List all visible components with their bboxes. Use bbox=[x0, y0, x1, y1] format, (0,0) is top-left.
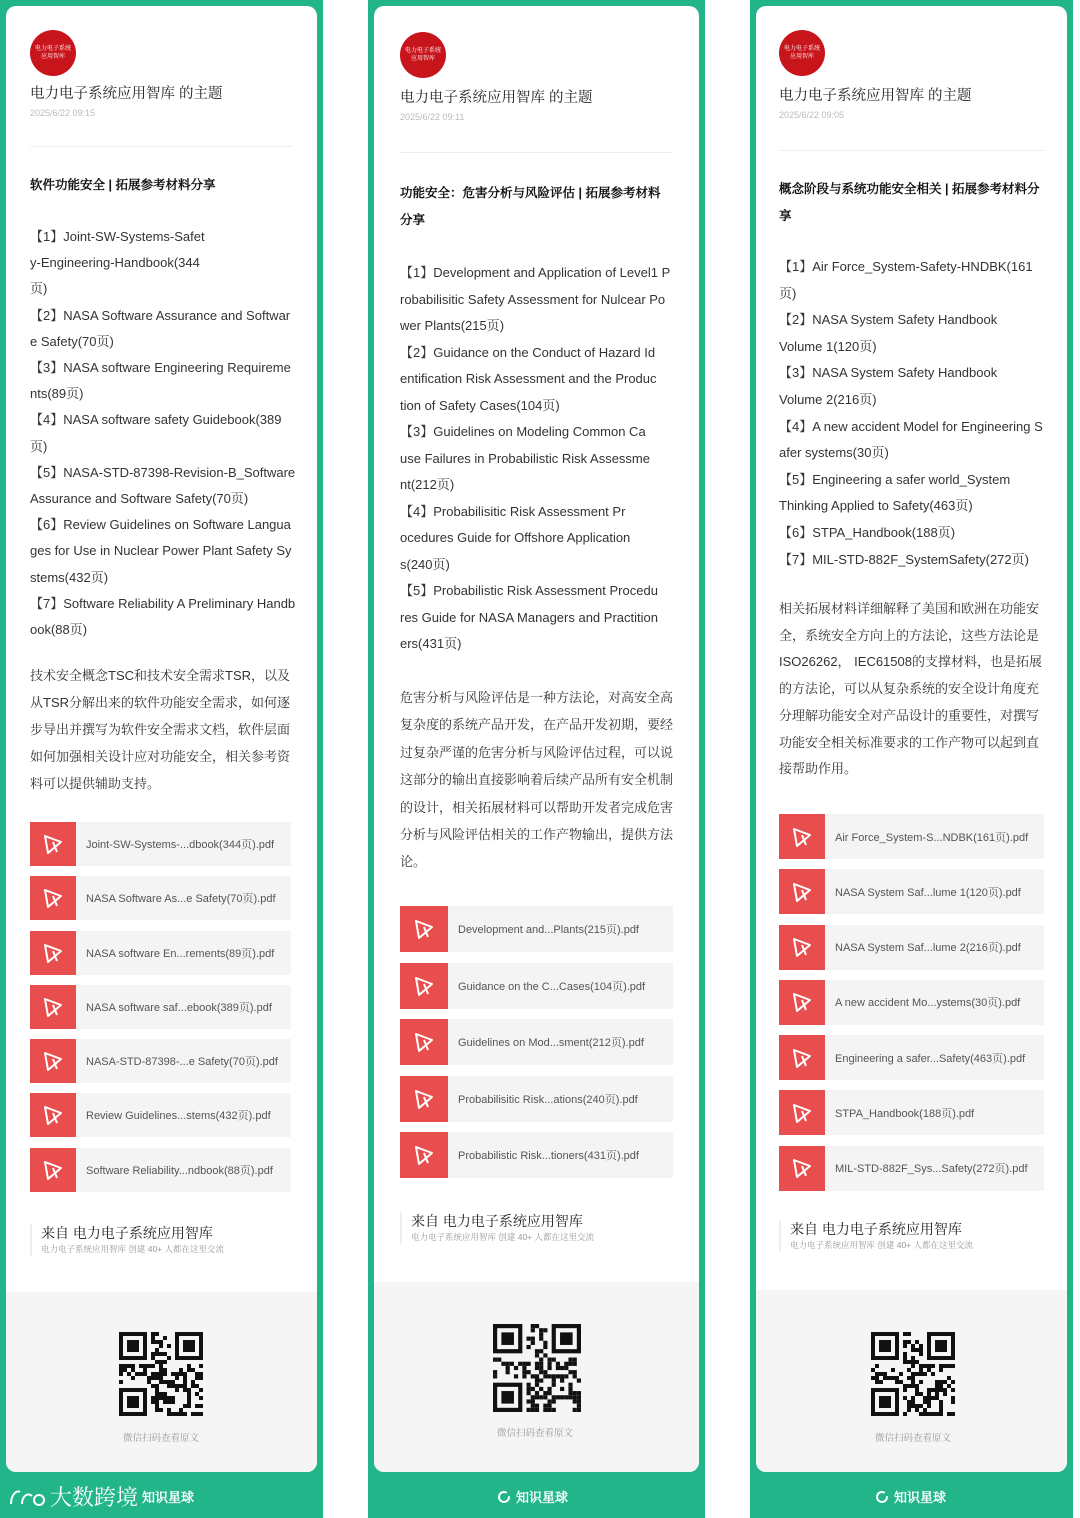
brand-text: 知识星球 bbox=[894, 1490, 947, 1505]
pdf-icon bbox=[30, 931, 76, 975]
file-name: Development and...Plants(215页).pdf bbox=[458, 924, 639, 936]
pdf-attachment[interactable] bbox=[30, 876, 291, 920]
file-name: Guidance on the C...Cases(104页).pdf bbox=[458, 980, 646, 993]
section-title: 概念阶段与系统功能安全相关 | 拓展参考材料分享 bbox=[779, 182, 1040, 223]
section-title: 软件功能安全 | 拓展参考材料分享 bbox=[30, 178, 216, 192]
card-title: 电力电子系统应用智库 的主题 bbox=[779, 88, 972, 104]
file-name: NASA software saf...ebook(389页).pdf bbox=[86, 1001, 272, 1014]
source-block[interactable] bbox=[30, 1224, 224, 1256]
reference-item: 【2】NASA Software Assurance and Software Safety(70页) bbox=[30, 307, 291, 349]
watermark-text: 大数跨境 bbox=[50, 1485, 139, 1510]
file-name: NASA-STD-87398-...e Safety(70页).pdf bbox=[86, 1056, 278, 1069]
attachment-list bbox=[779, 814, 1044, 1201]
pdf-attachment[interactable] bbox=[30, 1148, 291, 1192]
source-subtitle: 电力电子系统应用智库 创建 40+ 人都在这里交流 bbox=[790, 1240, 974, 1250]
pdf-attachment[interactable] bbox=[30, 1093, 291, 1137]
pdf-attachment[interactable] bbox=[30, 1039, 291, 1083]
file-name: MIL-STD-882F_Sys...Safety(272页).pdf bbox=[835, 1163, 1028, 1176]
source-block[interactable] bbox=[779, 1220, 973, 1252]
brand-text: 知识星球 bbox=[516, 1490, 569, 1505]
source-subtitle: 电力电子系统应用智库 创建 40+ 人都在这里交流 bbox=[411, 1232, 595, 1242]
planet-icon bbox=[496, 1489, 512, 1505]
card-title: 电力电子系统应用智库 的主题 bbox=[400, 90, 593, 106]
qr-code[interactable] bbox=[493, 1324, 581, 1412]
qr-section bbox=[756, 1290, 1067, 1472]
source-title: 来自 电力电子系统应用智库 bbox=[790, 1221, 962, 1237]
source-subtitle: 电力电子系统应用智库 创建 40+ 人都在这里交流 bbox=[41, 1244, 225, 1254]
post-card-1 bbox=[6, 6, 317, 1472]
post-column-2 bbox=[368, 0, 705, 1518]
pdf-icon bbox=[30, 1093, 76, 1137]
avatar[interactable]: 电力电子系统应用智库 bbox=[30, 30, 76, 76]
planet-icon bbox=[874, 1489, 890, 1505]
post-column-3 bbox=[750, 0, 1073, 1518]
attachment-list bbox=[30, 822, 291, 1202]
file-name: Air Force_System-S...NDBK(161页).pdf bbox=[835, 831, 1029, 844]
file-name: A new accident Mo...ystems(30页).pdf bbox=[835, 997, 1021, 1010]
file-name: Probabilisitic Risk...ations(240页).pdf bbox=[458, 1093, 638, 1106]
pdf-icon bbox=[30, 985, 76, 1029]
pdf-icon bbox=[400, 1132, 448, 1178]
pdf-icon bbox=[400, 963, 448, 1009]
scan-hint: 微信扫码查看原文 bbox=[123, 1433, 200, 1444]
file-name: Probabilistic Risk...tioners(431页).pdf bbox=[458, 1150, 639, 1162]
description-paragraph: 相关拓展材料详细解释了美国和欧洲在功能安全，系统安全方向上的方法论，这些方法论是ISO26262， IEC61508的支撑材料，也是拓展的方法论，可以从复杂系统的安全设计角度充分理解功能安全对产品设计的重要性，对撰写功能安全相关标准要求的工作产物可以起到直接帮助作用。 bbox=[779, 601, 1042, 777]
pdf-attachment[interactable] bbox=[30, 931, 291, 975]
reference-item: 【3】NASA System Safety Handbook Volume 2(216页) bbox=[779, 365, 998, 407]
reference-item: 【5】Probabilistic Risk Assessment Procedures Guide for NASA Managers and Practitioners(431页) bbox=[400, 583, 658, 651]
brand-footer bbox=[874, 1487, 946, 1506]
file-name: Engineering a safer...Safety(463页).pdf bbox=[835, 1052, 1026, 1065]
divider bbox=[779, 150, 1044, 151]
reference-list bbox=[30, 224, 296, 643]
reference-item: 【3】Guidelines on Modeling Common Cause Failures in Probabilistic Risk Assessment(212页) bbox=[400, 424, 650, 492]
card-title: 电力电子系统应用智库 的主题 bbox=[30, 86, 223, 102]
pdf-attachment[interactable] bbox=[400, 1019, 673, 1065]
reference-item: 【5】NASA-STD-87398-Revision-B_Software Assurance and Software Safety(70页) bbox=[30, 464, 296, 507]
pdf-attachment[interactable] bbox=[400, 963, 673, 1009]
pdf-attachment[interactable] bbox=[779, 1090, 1044, 1135]
file-name: Software Reliability...ndbook(88页).pdf bbox=[86, 1164, 273, 1177]
reference-item: 【7】Software Reliability A Preliminary Handbook(88页) bbox=[30, 595, 296, 638]
pdf-icon bbox=[400, 1076, 448, 1122]
scan-hint: 微信扫码查看原文 bbox=[875, 1433, 952, 1444]
post-date: 2025/6/22 09:11 bbox=[400, 112, 465, 122]
reference-item: 【5】Engineering a safer world_System Thinking Applied to Safety(463页) bbox=[779, 471, 1011, 514]
qr-section bbox=[374, 1282, 699, 1472]
pdf-icon bbox=[779, 1146, 825, 1191]
pdf-attachment[interactable] bbox=[30, 985, 291, 1029]
avatar[interactable]: 电力电子系统应用智库 bbox=[779, 30, 825, 76]
pdf-attachment[interactable] bbox=[779, 1035, 1044, 1080]
pdf-icon bbox=[30, 1039, 76, 1083]
pdf-icon bbox=[30, 1148, 76, 1192]
pdf-icon bbox=[400, 1019, 448, 1065]
file-name: NASA System Saf...lume 1(120页).pdf bbox=[835, 886, 1021, 899]
scan-hint: 微信扫码查看原文 bbox=[497, 1428, 574, 1439]
brand-text: 知识星球 bbox=[142, 1490, 195, 1505]
divider bbox=[400, 152, 673, 153]
source-title: 来自 电力电子系统应用智库 bbox=[411, 1213, 583, 1229]
pdf-attachment[interactable] bbox=[779, 925, 1044, 970]
reference-item: 【1】Air Force_System-Safety-HNDBK(161页) bbox=[779, 259, 1033, 301]
reference-item: 【4】Probabilisitic Risk Assessment Procedures Guide for Offshore Applications(240页) bbox=[400, 503, 631, 572]
file-name: Review Guidelines...stems(432页).pdf bbox=[86, 1110, 271, 1123]
file-name: STPA_Handbook(188页).pdf bbox=[835, 1107, 975, 1120]
reference-item: 【3】NASA software Engineering Requirements(89页) bbox=[30, 360, 291, 402]
reference-item: 【1】Joint-SW-Systems-Safety-Engineering-Handbook(344页) bbox=[30, 229, 205, 297]
pdf-attachment[interactable] bbox=[400, 906, 673, 952]
pdf-icon bbox=[400, 906, 448, 952]
reference-item: 【1】Development and Application of Level1 Probabilisitic Safety Assessment for Nulcear Power Plants(215页) bbox=[400, 265, 671, 333]
reference-item: 【6】Review Guidelines on Software Languages for Use in Nuclear Power Plant Safety Systems(432页) bbox=[30, 517, 292, 585]
pdf-icon bbox=[779, 869, 825, 914]
pdf-icon bbox=[30, 876, 76, 920]
post-card-2 bbox=[374, 6, 699, 1472]
qr-code[interactable] bbox=[119, 1332, 203, 1416]
file-name: NASA software En...rements(89页).pdf bbox=[86, 947, 275, 960]
qr-section bbox=[6, 1292, 317, 1472]
pdf-icon bbox=[779, 1090, 825, 1135]
reference-item: 【2】Guidance on the Conduct of Hazard Identification Risk Assessment and the Production of Safety Cases(104页) bbox=[400, 344, 657, 413]
pdf-attachment[interactable] bbox=[779, 869, 1044, 914]
post-date: 2025/6/22 09:05 bbox=[779, 110, 845, 120]
description-paragraph: 危害分析与风险评估是一种方法论，对高安全高复杂度的系统产品开发，在产品开发初期，要经过复杂严谨的危害分析与风险评估过程，可以说这部分的输出直接影响着后续产品所有安全机制的设计，相关拓展材料可以帮助开发者完成危害分析与风险评估相关的工作产物输出，提供方法论。 bbox=[400, 690, 674, 870]
pdf-attachment[interactable] bbox=[779, 980, 1044, 1025]
pdf-attachment[interactable] bbox=[30, 822, 291, 866]
attachment-list bbox=[400, 906, 673, 1189]
pdf-icon bbox=[779, 980, 825, 1025]
reference-item: 【4】NASA software safety Guidebook(389页) bbox=[30, 412, 282, 454]
source-title: 来自 电力电子系统应用智库 bbox=[41, 1225, 213, 1241]
pdf-icon bbox=[30, 822, 76, 866]
file-name: Joint-SW-Systems-...dbook(344页).pdf bbox=[86, 839, 275, 851]
pdf-icon bbox=[779, 814, 825, 859]
pdf-icon bbox=[779, 1035, 825, 1080]
reference-item: 【7】MIL-STD-882F_SystemSafety(272页) bbox=[779, 551, 1029, 567]
qr-code[interactable] bbox=[871, 1332, 955, 1416]
file-name: NASA Software As...e Safety(70页).pdf bbox=[86, 893, 276, 906]
reference-item: 【2】NASA System Safety Handbook Volume 1(120页) bbox=[779, 312, 998, 354]
source-block[interactable] bbox=[400, 1212, 594, 1244]
watermark-logo bbox=[8, 1481, 194, 1512]
avatar[interactable]: 电力电子系统应用智库 bbox=[400, 32, 446, 78]
reference-item: 【6】STPA_Handbook(188页) bbox=[779, 524, 956, 540]
reference-list bbox=[400, 260, 672, 658]
reference-item: 【4】A new accident Model for Engineering Safer systems(30页) bbox=[779, 418, 1043, 461]
watermark-icon bbox=[8, 1486, 48, 1508]
pdf-attachment[interactable] bbox=[779, 1146, 1044, 1191]
section-title: 功能安全：危害分析与风险评估 | 拓展参考材料分享 bbox=[400, 186, 661, 227]
pdf-attachment[interactable] bbox=[400, 1076, 673, 1122]
post-date: 2025/6/22 09:15 bbox=[30, 108, 96, 118]
description-paragraph: 技术安全概念TSC和技术安全需求TSR，以及从TSR分解出来的软件功能安全需求，如何逐步导出并撰写为软件安全需求文档，软件层面如何加强相关设计应对功能安全，相关参考资料可以提供辅助支持。 bbox=[30, 668, 291, 791]
post-column-1 bbox=[0, 0, 323, 1518]
post-card-3 bbox=[756, 6, 1067, 1472]
divider bbox=[30, 146, 293, 147]
brand-footer bbox=[496, 1487, 568, 1506]
pdf-attachment[interactable] bbox=[779, 814, 1044, 859]
pdf-icon bbox=[779, 925, 825, 970]
file-name: NASA System Saf...lume 2(216页).pdf bbox=[835, 942, 1021, 955]
pdf-attachment[interactable] bbox=[400, 1132, 673, 1178]
reference-list bbox=[779, 254, 1045, 573]
file-name: Guidelines on Mod...sment(212页).pdf bbox=[458, 1037, 644, 1049]
